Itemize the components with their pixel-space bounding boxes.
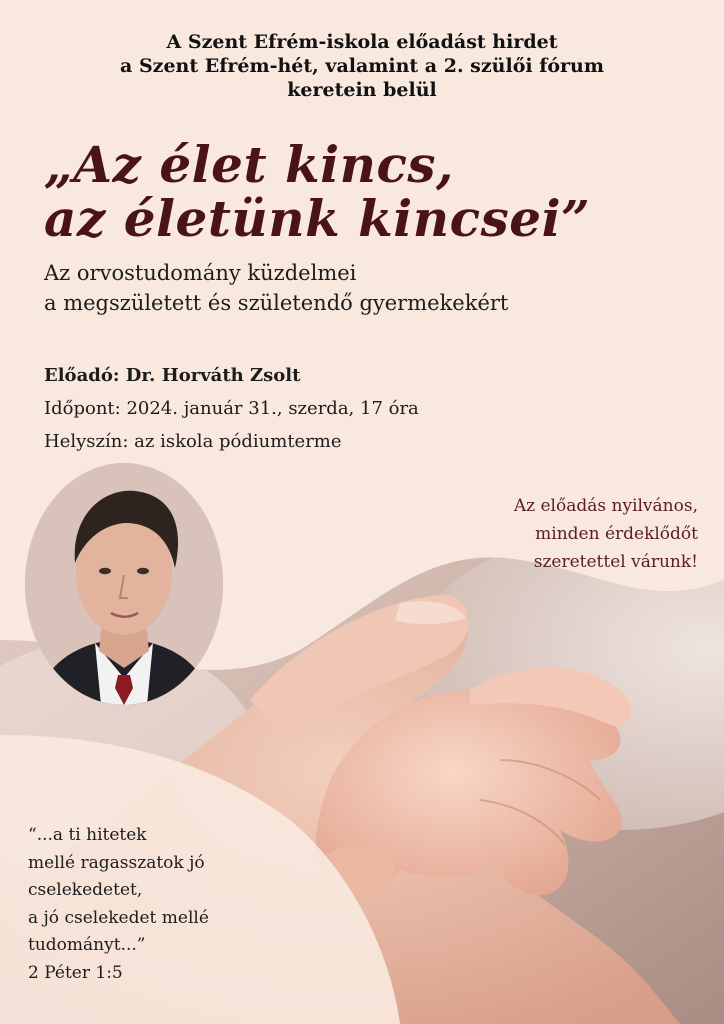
speaker-line: Előadó: Dr. Horváth Zsolt (44, 365, 301, 386)
header-line-1: A Szent Efrém-iskola előadást hirdet (166, 31, 558, 53)
invite-line-2: minden érdeklődőt (535, 524, 698, 544)
quote-line-2: mellé ragasszatok jó (28, 852, 205, 873)
quote-reference: 2 Péter 1:5 (28, 962, 123, 983)
speaker-portrait (25, 463, 223, 705)
quote-line-5: tudományt...” (28, 935, 146, 955)
announcement-header (0, 30, 724, 102)
subtitle-line-2: a megszületett és születendő gyermekekért (44, 291, 509, 315)
place-line: Helyszín: az iskola pódiumterme (44, 431, 342, 452)
quote-line-4: a jó cselekedet mellé (28, 907, 209, 928)
quote-line-1: “...a ti hitetek (28, 825, 147, 845)
quote-line-3: cselekedetet, (28, 880, 143, 900)
time-line: Időpont: 2024. január 31., szerda, 17 óra (44, 398, 419, 419)
header-line-2: a Szent Efrém-hét, valamint a 2. szülői fórum (120, 55, 604, 77)
invite-line-1: Az előadás nyilvános, (513, 496, 698, 516)
invite-line-3: szeretettel várunk! (533, 552, 698, 572)
portrait-image (25, 463, 223, 705)
bible-quote (28, 822, 358, 987)
lecture-title (44, 135, 704, 248)
header-line-3: keretein belül (287, 79, 437, 101)
public-invitation (398, 492, 698, 576)
event-details (44, 359, 684, 458)
subtitle-line-1: Az orvostudomány küzdelmei (44, 261, 357, 285)
title-line-2: az életünk kincsei” (44, 189, 591, 248)
lecture-subtitle (44, 258, 704, 318)
title-line-1: „Az élet kincs, (44, 135, 454, 194)
